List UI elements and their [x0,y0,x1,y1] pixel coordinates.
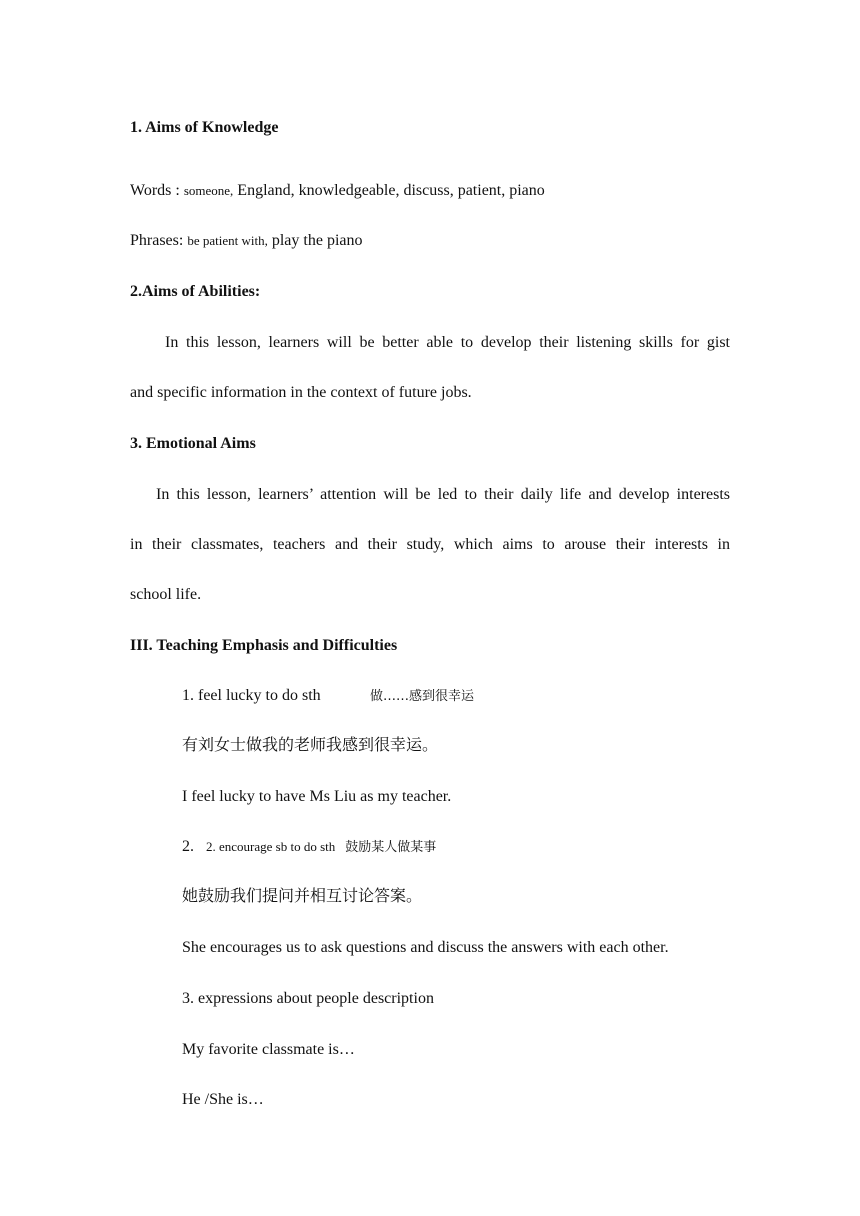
item3-example-1: My favorite classmate is… [182,1041,355,1058]
item1-example-chinese: 有刘女士做我的老师我感到很幸运。 [182,735,439,754]
item2-phrase: 2. encourage sb to do sth [206,839,336,854]
emotional-paragraph-line-3: school life. [130,586,202,603]
emotional-paragraph-line-1: In this lesson, learners’ attention will be led to their daily life and develop interests [156,486,730,503]
item2-number: 2. [182,838,194,855]
item3-phrase: 3. expressions about people description [182,990,434,1007]
item1-phrase: 1. feel lucky to do sth [182,687,321,704]
aims-knowledge-heading: 1. Aims of Knowledge [130,119,279,136]
item1-chinese: 做……感到很幸运 [370,689,475,704]
item2-example-chinese: 她鼓励我们提问并相互讨论答案。 [182,886,423,905]
abilities-paragraph-line-1: In this lesson, learners will be better able to develop their listening skills for gist [165,334,730,351]
item2-chinese: 鼓励某人做某事 [345,840,437,855]
teaching-heading: III. Teaching Emphasis and Difficulties [130,637,398,654]
phrases-list: play the piano [267,232,363,249]
emotional-paragraph-line-2: in their classmates, teachers and their study, which aims to arouse their interests in [130,536,730,553]
item3-example-2: He /She is… [182,1091,264,1108]
item2-example-english: She encourages us to ask questions and discuss the answers with each other. [182,939,669,956]
words-line [130,181,545,201]
phrases-line [130,231,362,251]
phrases-label: Phrases: [130,232,188,249]
phrases-small: be patient with, [187,233,268,248]
words-list: England, knowledgeable, discuss, patient, piano [233,182,545,199]
abilities-paragraph-line-2: and specific information in the context of future jobs. [130,384,472,401]
aims-abilities-heading: 2.Aims of Abilities: [130,283,261,300]
item1-example-english: I feel lucky to have Ms Liu as my teacher. [182,788,452,805]
emotional-aims-heading: 3. Emotional Aims [130,435,256,452]
words-small: someone, [183,183,234,198]
item2-line [182,837,436,858]
words-label: Words : [130,182,184,199]
